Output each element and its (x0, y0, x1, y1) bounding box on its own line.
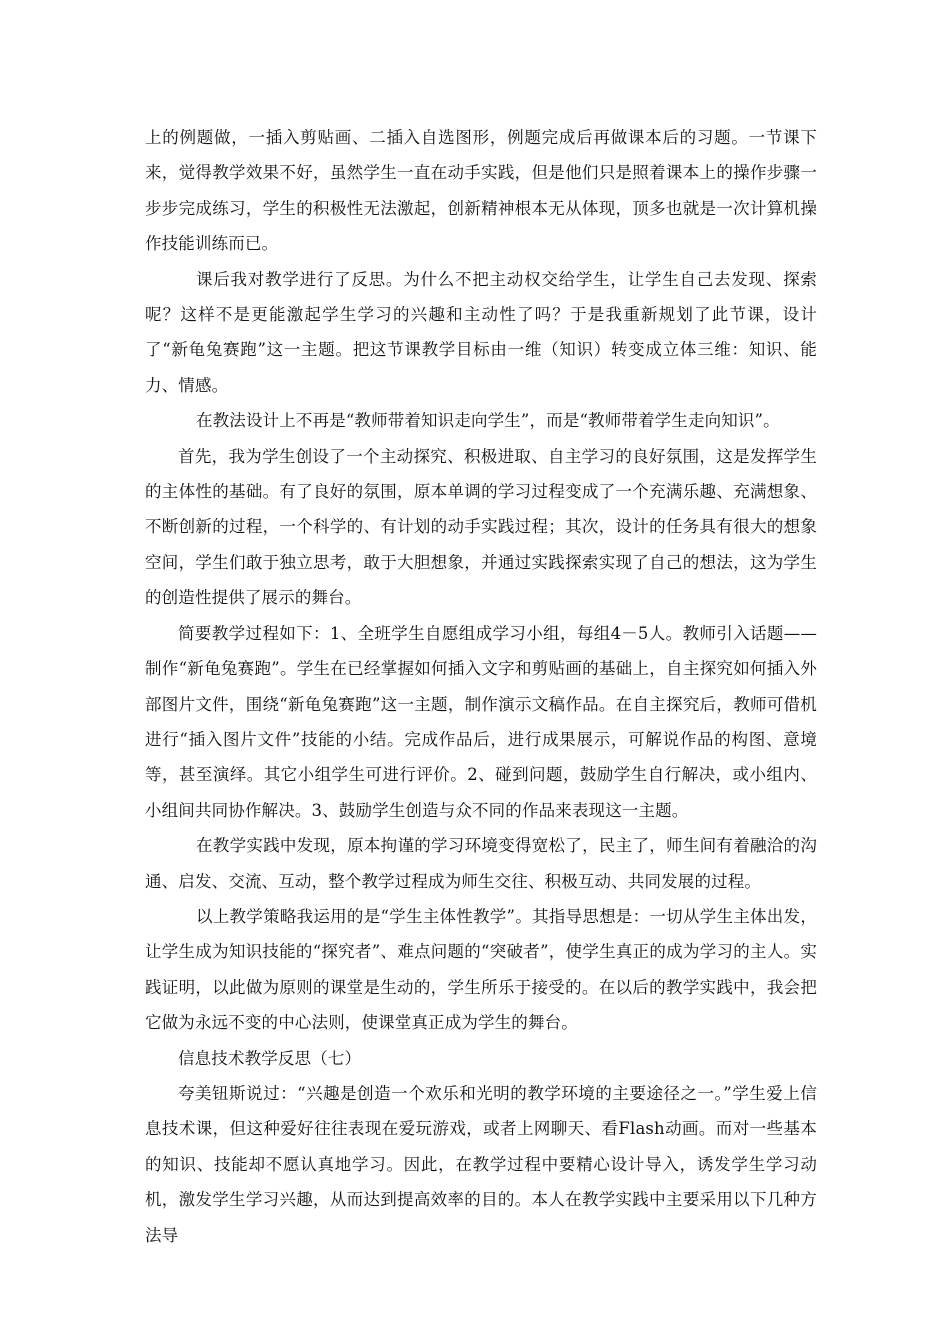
document-body (145, 120, 817, 1253)
paragraph-strategy: 以上教学策略我运用的是“学生主体性教学”。其指导思想是：一切从学生主体出发，让学生成为知识技能的“探究者”、难点问题的“突破者”，使学生真正的成为学习的主人。实践证明，以此做为原则的课堂是生动的，学生所乐于接受的。在以后的教学实践中，我会把它做为永远不变的中心法则，使课堂真正成为学生的舞台。 (145, 906, 817, 1033)
paragraph-teaching-process: 简要教学过程如下：1、全班学生自愿组成学习小组，每组4－5人。教师引入话题——制作“新龟兔赛跑”。学生在已经掌握如何插入文字和剪贴画的基础上，自主探究如何插入外部图片文件，围绕“新龟兔赛跑”这一主题，制作演示文稿作品。在自主探究后，教师可借机进行“插入图片文件”技能的小结。完成作品后，进行成果展示，可解说作品的构图、意境等，甚至演绎。其它小组学生可进行评价。2、碰到问题，鼓励学生自行解决，或小组内、小组间共同协作解决。3、鼓励学生创造与众不同的作品来表现这一主题。 (145, 623, 817, 820)
paragraph-teaching-method: 在教法设计上不再是“教师带着知识走向学生”，而是“教师带着学生走向知识”。 (196, 411, 780, 431)
paragraph-continuation: 上的例题做，一插入剪贴画、二插入自选图形，例题完成后再做课本后的习题。一节课下来，觉得教学效果不好，虽然学生一直在动手实践，但是他们只是照着课本上的操作步骤一步步完成练习，学生的积极性无法激起，创新精神根本无从体现，顶多也就是一次计算机操作技能训练而已。 (145, 128, 817, 254)
paragraph-reflection: 课后我对教学进行了反思。为什么不把主动权交给学生，让学生自己去发现、探索呢？这样不是更能激起学生学习的兴趣和主动性了吗？于是我重新规划了此节课，设计了“新龟兔赛跑”这一主题。把这节课教学目标由一维（知识）转变成立体三维：知识、能力、情感。 (145, 269, 817, 395)
paragraph-interest: 夸美钮斯说过：“兴趣是创造一个欢乐和光明的教学环境的主要途径之一。”学生爱上信息技术课，但这种爱好往往表现在爱玩游戏，或者上网聊天、看Flash动画。而对一些基本的知识、技能却不愿认真地学习。因此，在教学过程中要精心设计导入，诱发学生学习动机，激发学生学习兴趣，从而达到提高效率的目的。本人在教学实践中主要采用以下几种方法导 (145, 1083, 817, 1245)
section-heading: 信息技术教学反思（七） (178, 1048, 362, 1068)
paragraph-atmosphere: 首先，我为学生创设了一个主动探究、积极进取、自主学习的良好氛围，这是发挥学生的主体性的基础。有了良好的氛围，原本单调的学习过程变成了一个充满乐趣、充满想象、不断创新的过程，一个科学的、有计划的动手实践过程；其次，设计的任务具有很大的想象空间，学生们敢于独立思考，敢于大胆想象，并通过实践探索实现了自己的想法，这为学生的创造性提供了展示的舞台。 (145, 446, 817, 608)
paragraph-practice-findings: 在教学实践中发现，原本拘谨的学习环境变得宽松了，民主了，师生间有着融洽的沟通、启发、交流、互动，整个教学过程成为师生交往、积极互动、共同发展的过程。 (145, 836, 817, 891)
